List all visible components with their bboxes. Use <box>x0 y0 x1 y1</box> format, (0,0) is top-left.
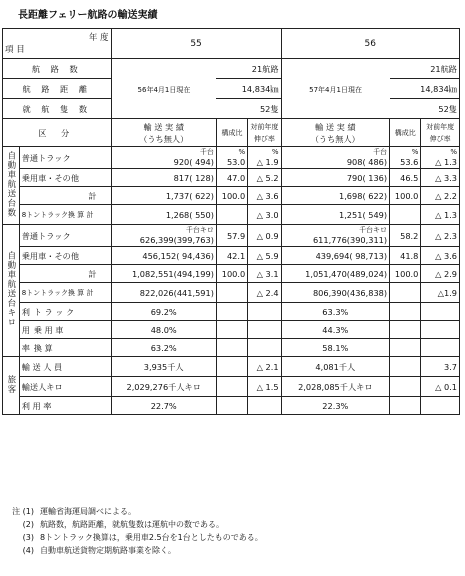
util-truck-empty-4 <box>421 303 460 321</box>
ships-55: 52隻 <box>216 99 281 119</box>
cnt-car-ratio-56: 46.5 <box>390 169 421 187</box>
growth-header-55: 対前年度伸び率 <box>248 119 281 147</box>
cnt-car-growth-56: △ 3.3 <box>421 169 460 187</box>
util-car-56: 44.3% <box>281 321 390 339</box>
km-total-ratio-56: 100.0 <box>390 265 421 283</box>
km-truck-growth-56: △ 2.3 <box>421 225 460 247</box>
util-car-empty-1 <box>216 321 247 339</box>
cnt-truck-ratio-56: % 53.6 <box>390 147 421 169</box>
cnt-total-growth-55: △ 3.6 <box>248 187 281 205</box>
section-car-km: 自動車航送台キロ <box>3 225 20 357</box>
cnt-conv-growth-55: △ 3.0 <box>248 205 281 225</box>
util-truck-empty-2 <box>248 303 281 321</box>
pax-util-empty-4 <box>421 397 460 415</box>
util-car-empty-2 <box>248 321 281 339</box>
km-car-56: 439,694( 98,713) <box>281 247 390 265</box>
distance-55: 14,834㎞ <box>216 79 281 99</box>
km-truck-ratio-56: 58.2 <box>390 225 421 247</box>
pax-km-growth-55: △ 1.5 <box>248 377 281 397</box>
kubun-header: 区 分 <box>3 119 112 147</box>
item-label: 項 目 <box>5 44 25 55</box>
km-conv-growth-55: △ 2.4 <box>248 283 281 303</box>
routes-55: 21航路 <box>216 59 281 79</box>
km-truck-55: 千台キロ 626,399(399,763) <box>111 225 216 247</box>
row-label-util-truck: 利 ト ラ ッ ク <box>19 303 111 321</box>
cnt-conv-56: 1,251( 549) <box>281 205 390 225</box>
pax-km-empty-1 <box>216 377 247 397</box>
pax-km-56: 2,028,085千人キロ <box>281 377 390 397</box>
ferry-results-table <box>2 28 460 415</box>
year-label: 年 度 <box>88 32 109 43</box>
cnt-conv-growth-56: △ 1.3 <box>421 205 460 225</box>
cnt-total-ratio-55: 100.0 <box>216 187 247 205</box>
cnt-conv-ratio-56 <box>390 205 421 225</box>
pax-growth-55: △ 2.1 <box>248 357 281 377</box>
pax-growth-56: 3.7 <box>421 357 460 377</box>
ships-label: 就 航 隻 数 <box>3 99 112 119</box>
util-truck-55: 69.2% <box>111 303 216 321</box>
util-car-empty-4 <box>421 321 460 339</box>
pax-km-growth-56: △ 0.1 <box>421 377 460 397</box>
util-conv-empty-4 <box>421 339 460 357</box>
util-char-1: 利 <box>21 306 30 317</box>
km-truck-growth-55: △ 0.9 <box>248 225 281 247</box>
km-truck-56: 千台キロ 611,776(390,311) <box>281 225 390 247</box>
cnt-total-growth-56: △ 2.2 <box>421 187 460 205</box>
row-label-conv8: 8トントラック換 算 計 <box>19 205 111 225</box>
km-car-ratio-55: 42.1 <box>216 247 247 265</box>
date-56: 57年4月1日現在 <box>281 59 390 119</box>
cnt-conv-55: 1,268( 550) <box>111 205 216 225</box>
km-conv-growth-56: △1.9 <box>421 283 460 303</box>
util-char-3: 率 <box>21 342 30 353</box>
km-car-growth-56: △ 3.6 <box>421 247 460 265</box>
km-total-55: 1,082,551(494,199) <box>111 265 216 283</box>
routes-56: 21航路 <box>390 59 460 79</box>
row-label-pax-util: 利 用 率 <box>19 397 111 415</box>
util-conv-empty-2 <box>248 339 281 357</box>
km-truck-ratio-55: 57.9 <box>216 225 247 247</box>
pax-empty-2 <box>390 357 421 377</box>
pax-util-empty-3 <box>390 397 421 415</box>
util-conv-empty-3 <box>390 339 421 357</box>
cnt-truck-growth-56: % △ 1.3 <box>421 147 460 169</box>
pax-55: 3,935千人 <box>111 357 216 377</box>
km-total-56: 1,051,470(489,024) <box>281 265 390 283</box>
table-title: 長距離フェリー航路の輸送実績 <box>18 10 158 21</box>
growth-header-56: 対前年度伸び率 <box>421 119 460 147</box>
row-label-km-truck: 普通トラック <box>19 225 111 247</box>
row-label-car: 乗用車・その他 <box>19 169 111 187</box>
header-year-56: 56 <box>281 29 459 59</box>
km-total-ratio-55: 100.0 <box>216 265 247 283</box>
note-1: 注 (1) 運輸省海運局調べによる。 <box>12 507 136 516</box>
pax-km-55: 2,029,276千人キロ <box>111 377 216 397</box>
ships-56: 52隻 <box>390 99 460 119</box>
row-label-total: 計 <box>19 187 111 205</box>
util-car-55: 48.0% <box>111 321 216 339</box>
row-label-util-conv: 率 換 算 <box>19 339 111 357</box>
row-label-km-conv8: 8トントラック換 算 計 <box>19 283 111 303</box>
cnt-truck-56: 千台 908( 486) <box>281 147 390 169</box>
km-total-growth-55: △ 3.1 <box>248 265 281 283</box>
header-corner <box>3 29 112 59</box>
util-conv-55: 63.2% <box>111 339 216 357</box>
result-header-55: 輸 送 実 績 （うち無人） <box>111 119 216 147</box>
distance-label: 航 路 距 離 <box>3 79 112 99</box>
km-conv-ratio-55 <box>216 283 247 303</box>
util-truck-56: 63.3% <box>281 303 390 321</box>
pax-km-empty-2 <box>390 377 421 397</box>
cnt-total-56: 1,698( 622) <box>281 187 390 205</box>
pax-util-empty-2 <box>248 397 281 415</box>
cnt-total-55: 1,737( 622) <box>111 187 216 205</box>
km-conv-ratio-56 <box>390 283 421 303</box>
row-label-truck: 普通トラック <box>19 147 111 169</box>
routes-label: 航 路 数 <box>3 59 112 79</box>
cnt-car-growth-55: △ 5.2 <box>248 169 281 187</box>
pax-empty-1 <box>216 357 247 377</box>
util-truck-empty-1 <box>216 303 247 321</box>
section-passenger: 旅客 <box>3 357 20 415</box>
pax-util-empty-1 <box>216 397 247 415</box>
cnt-total-ratio-56: 100.0 <box>390 187 421 205</box>
row-label-km-total: 計 <box>19 265 111 283</box>
pax-56: 4,081千人 <box>281 357 390 377</box>
km-conv-56: 806,390(436,838) <box>281 283 390 303</box>
ratio-header-55: 構成比 <box>216 119 247 147</box>
cnt-conv-ratio-55 <box>216 205 247 225</box>
row-label-util-car: 用 乗 用 車 <box>19 321 111 339</box>
km-car-55: 456,152( 94,436) <box>111 247 216 265</box>
note-2: (2) 航路数，航路距離，就航隻数は運航中の数である。 <box>22 520 224 529</box>
notes <box>10 505 263 557</box>
note-4: (4) 自動車航送貨物定期航路事業を除く。 <box>22 546 176 555</box>
cnt-truck-ratio-55: % 53.0 <box>216 147 247 169</box>
row-label-pax: 輸 送 人 員 <box>19 357 111 377</box>
section-car-count: 自動車航送台数 <box>3 147 20 225</box>
km-car-ratio-56: 41.8 <box>390 247 421 265</box>
row-label-km-car: 乗用車・その他 <box>19 247 111 265</box>
util-truck-empty-3 <box>390 303 421 321</box>
util-conv-56: 58.1% <box>281 339 390 357</box>
cnt-car-ratio-55: 47.0 <box>216 169 247 187</box>
note-3: (3) 8トントラック換算は，乗用車2.5台を1台としたものである。 <box>22 533 263 542</box>
ratio-header-56: 構成比 <box>390 119 421 147</box>
header-year-55: 55 <box>111 29 281 59</box>
util-car-empty-3 <box>390 321 421 339</box>
pax-util-55: 22.7% <box>111 397 216 415</box>
cnt-truck-growth-55: % △ 1.9 <box>248 147 281 169</box>
cnt-car-56: 790( 136) <box>281 169 390 187</box>
cnt-car-55: 817( 128) <box>111 169 216 187</box>
cnt-truck-55: 千台 920( 494) <box>111 147 216 169</box>
result-header-56: 輸 送 実 績 （うち無人） <box>281 119 390 147</box>
km-total-growth-56: △ 2.9 <box>421 265 460 283</box>
date-55: 56年4月1日現在 <box>111 59 216 119</box>
util-conv-empty-1 <box>216 339 247 357</box>
distance-56: 14,834㎞ <box>390 79 460 99</box>
row-label-pax-km: 輸送人キロ <box>19 377 111 397</box>
km-conv-55: 822,026(441,591) <box>111 283 216 303</box>
km-car-growth-55: △ 5.9 <box>248 247 281 265</box>
util-char-2: 用 <box>21 324 30 335</box>
pax-util-56: 22.3% <box>281 397 390 415</box>
